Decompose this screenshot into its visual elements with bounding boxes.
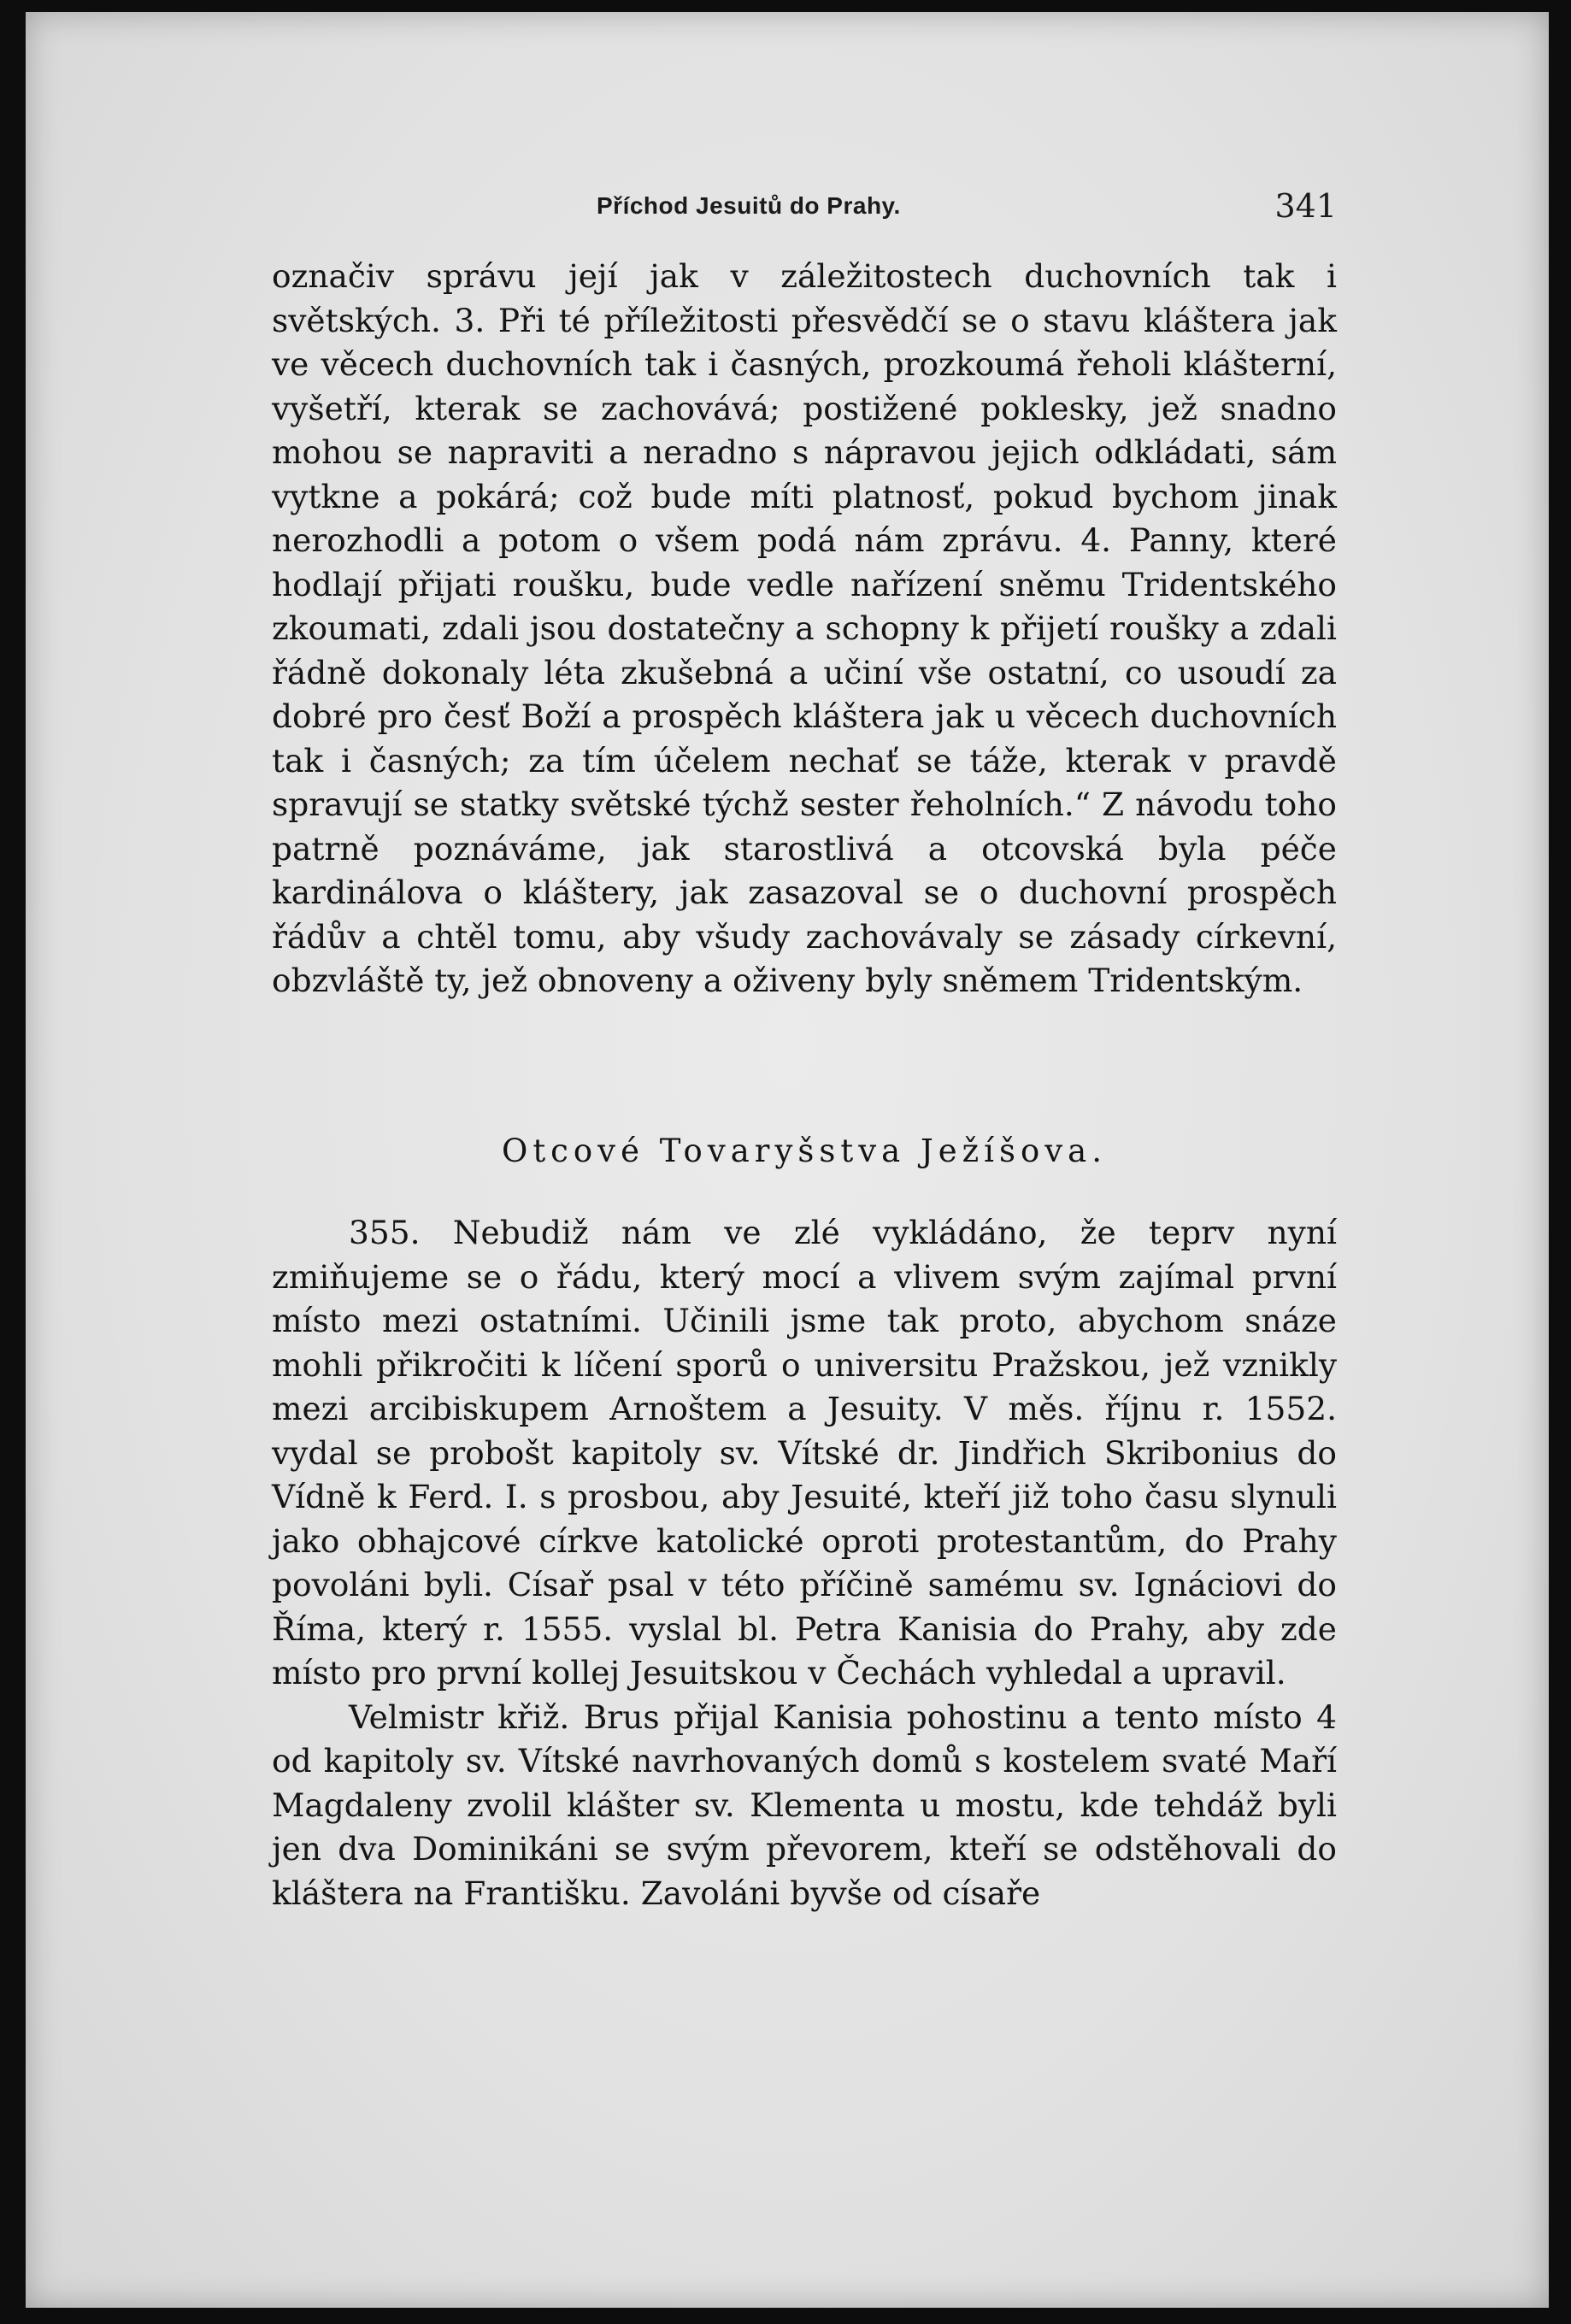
paragraph-355: 355. Nebudiž nám ve zlé vykládáno, že teprv nyní zmiňujeme se o řádu, který mocí a vlivem svým zajímal první místo mezi ostatními. Učinili jsme tak proto, abychom snáze mohli přikročiti k líčení sporů o universitu Pražskou, jež vznikly mezi arcibiskupem Arnoštem a Jesuity. V měs. říjnu r. 1552. vydal se probošt kapitoly sv. Vítské dr. Jindřich Skribonius do Vídně k Ferd. I. s prosbou, aby Jesuité, kteří již toho času slynuli jako obhajcové církve katolické oproti protestantům, do Prahy povoláni byli. Císař psal v této příčině samému sv. Ignáciovi do Říma, který r. 1555. vyslal bl. Petra Kanisia do Prahy, aby zde místo pro první kollej Jesuitskou v Čechách vyhledal a upravil. [272,1214,1337,1692]
running-head [272,175,1337,244]
paragraph-velmistr: Velmistr křiž. Brus přijal Kanisia pohostinu a tento místo 4 od kapitoly sv. Vítské navrhovaných domů s kostelem svaté Maří Magdaleny zvolil klášter sv. Klementa u mostu, kde tehdáž byli jen dva Dominikáni se svým převorem, kteří se odstěhovali do kláštera na Františku. Zavoláni byvše od císaře [272,1697,1337,1912]
paragraph-continuation: označiv správu její jak v záležitostech duchovních tak i světských. 3. Při té příležitosti přesvědčí se o stavu kláštera jak ve věcech duchovních tak i časných, prozkoumá řeholi klášterní, vyšetří, kterak se zachovává; postižené poklesky, jež snadno mohou se napraviti a neradno s nápravou jejich odkládati, sám vytkne a pokárá; což bude míti platnosť, pokud bychom jinak nerozhodli a potom o všem podá nám zprávu. 4. Panny, které hodlají přijati roušku, bude vedle nařízení sněmu Tridentského zkoumati, zdali jsou dostatečny a schopny k přijetí roušky a zdali řádně dokonaly léta zkušebná a učiní vše ostatní, co usoudí za dobré pro česť Boží a prospěch kláštera jak u věcech duchovních tak i časných; za tím účelem nechať se táže, kterak v pravdě spravují se statky světské týchž sester řeholních.“ Z návodu toho patrně poznáváme, jak starostlivá a otcovská byla péče kardinálova o kláštery, jak zasazoval se o duchovní prospěch řádův a chtěl tomu, aby všudy zachovávaly se zásady církevní, obzvláště ty, jež obnoveny a oživeny byly sněmem Tridentským. [272,257,1337,999]
body-text-top [272,255,1337,1003]
body-text-bottom [272,1211,1337,1915]
running-title: Příchod Jesuitů do Prahy. [597,192,901,219]
section-heading: Otcové Tovaryšstva Ježíšova. [501,1133,1107,1169]
page-number: 341 [1274,187,1337,225]
